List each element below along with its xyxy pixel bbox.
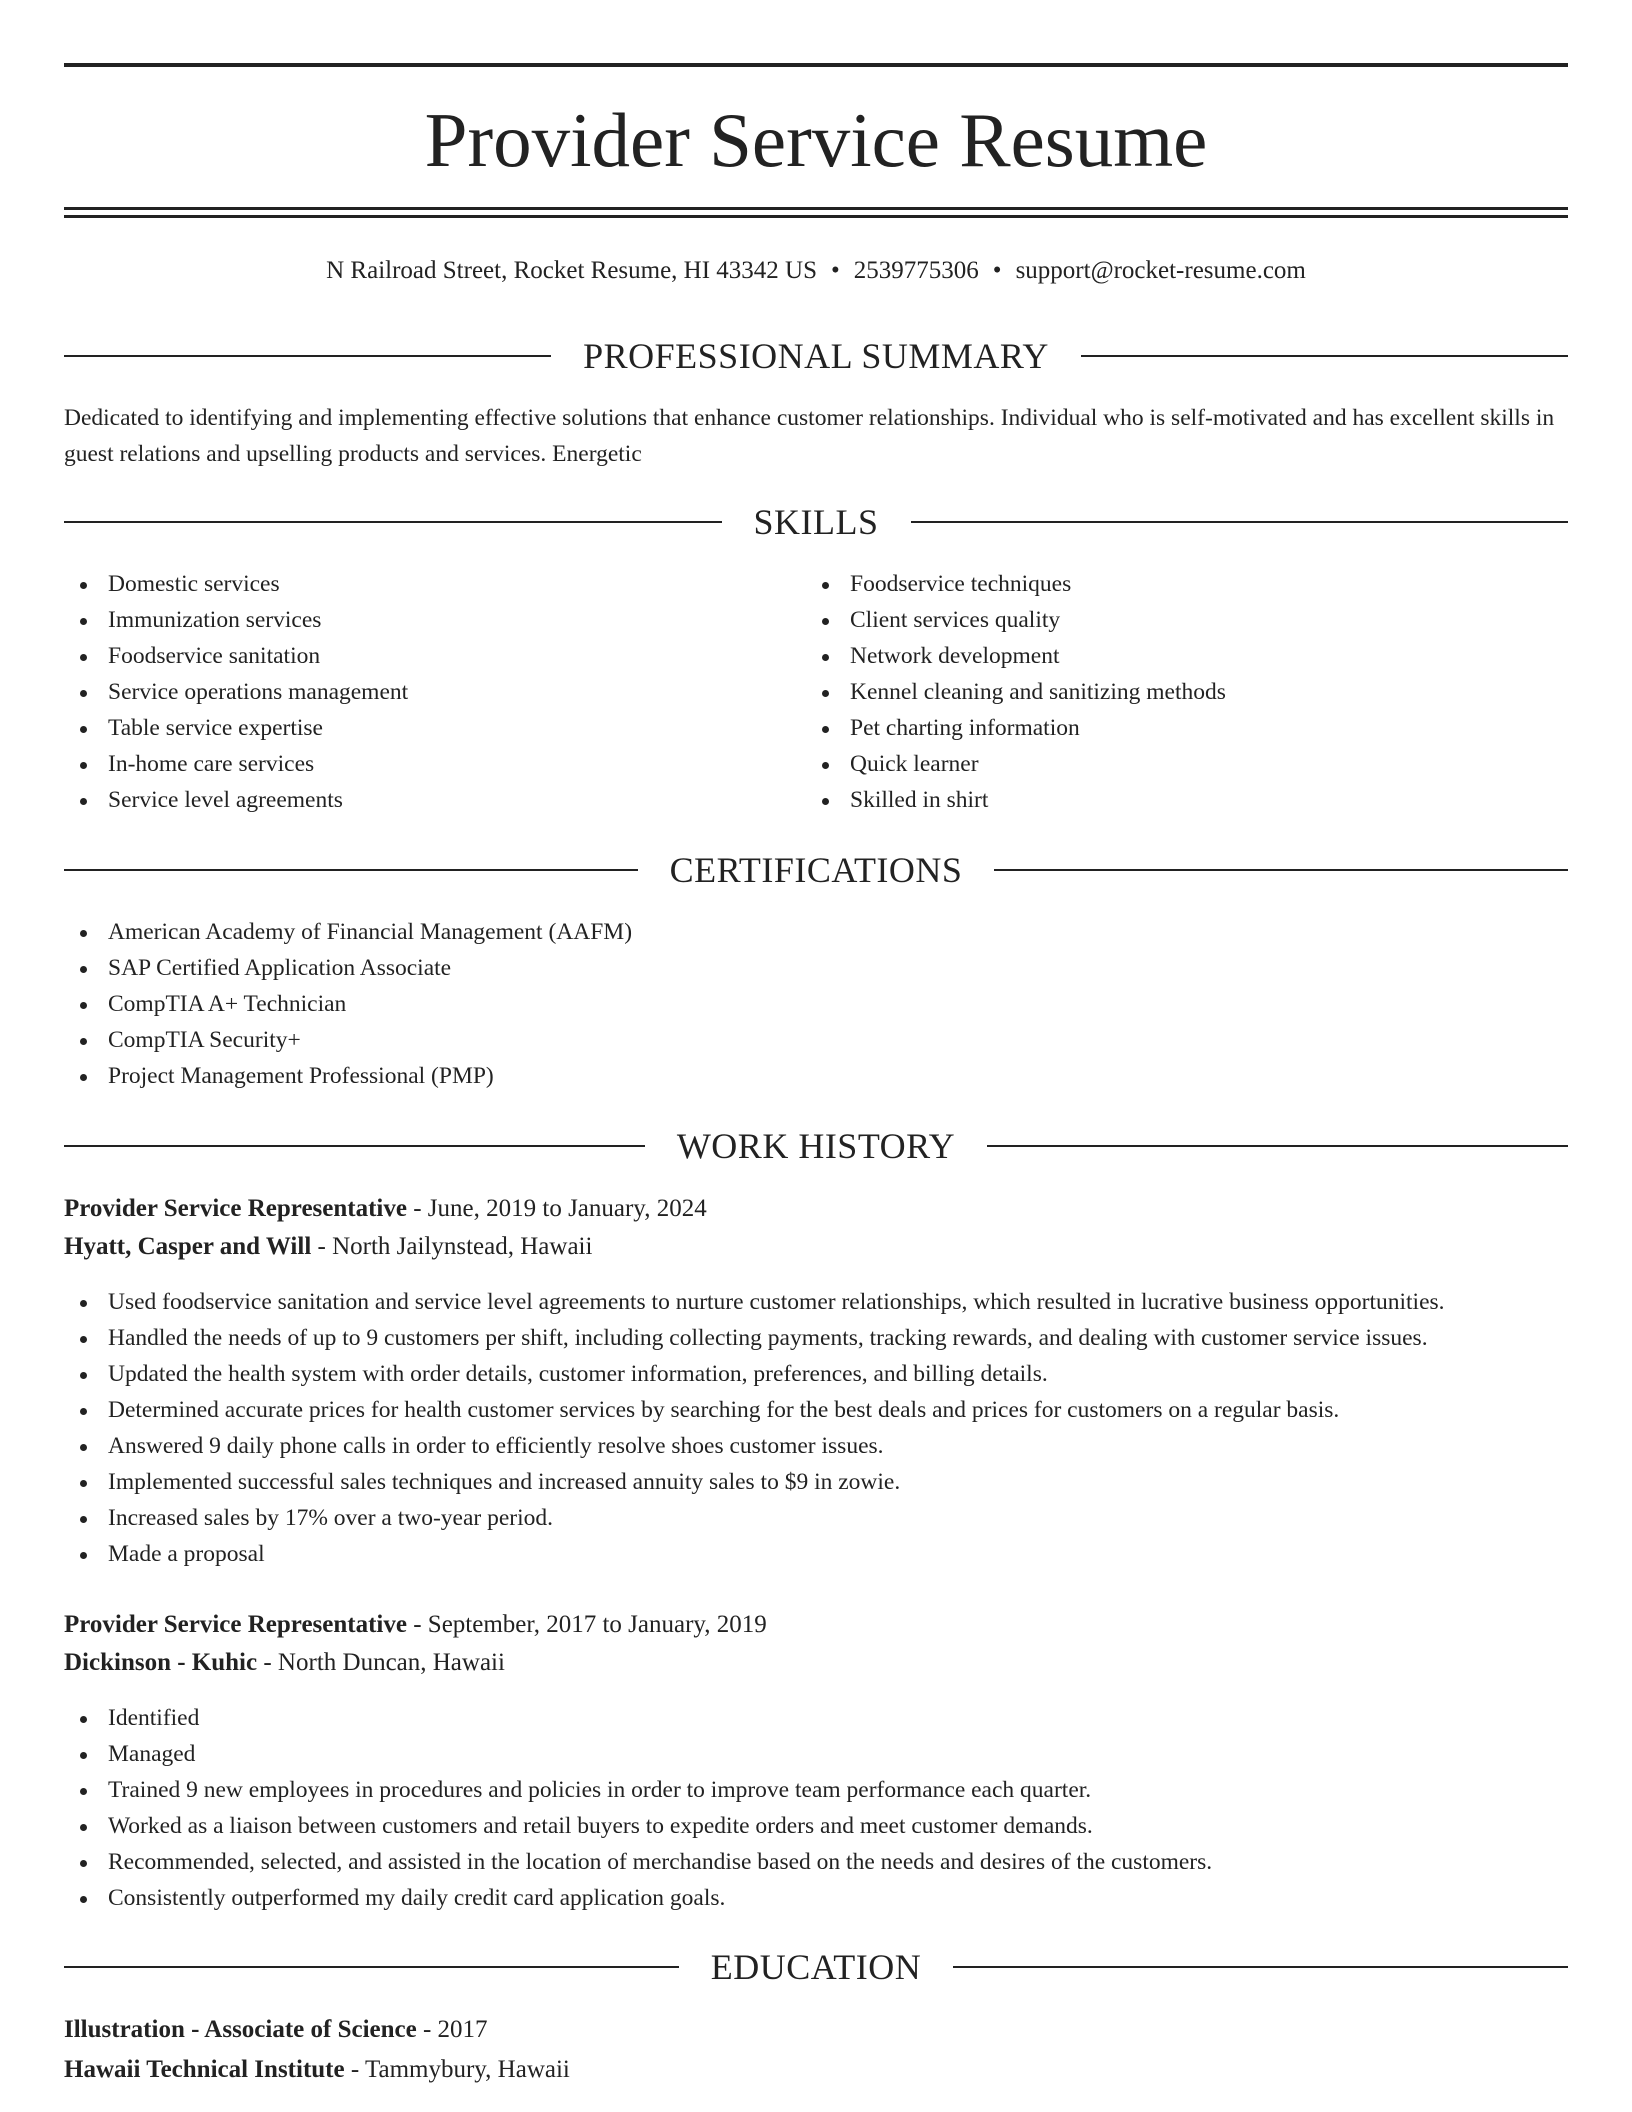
skills-list-left (64, 566, 408, 818)
skill-item: Client services quality (806, 602, 1226, 638)
education-degree: Illustration - Associate of Science (64, 2016, 417, 2043)
heading-rule-right (1081, 355, 1568, 357)
certification-item: American Academy of Financial Management (AAFM) (64, 914, 632, 950)
job-bullets (64, 1284, 1445, 1572)
title-rule-upper (64, 207, 1568, 210)
job-bullets (64, 1700, 1212, 1916)
title-rule-lower (64, 215, 1568, 218)
job-bullet: Updated the health system with order details, customer information, preferences, and billing details. (64, 1356, 1445, 1392)
education-location: - Tammybury, Hawaii (344, 2056, 570, 2083)
contact-email: support@rocket-resume.com (1015, 257, 1306, 284)
job-title-line (64, 1191, 707, 1227)
job-company-line (64, 1645, 505, 1681)
skill-item: Domestic services (64, 566, 408, 602)
skill-item: Network development (806, 638, 1226, 674)
skill-item: Service level agreements (64, 782, 408, 818)
skill-item: Quick learner (806, 746, 1226, 782)
job-company: Hyatt, Casper and Will (64, 1233, 312, 1260)
job-bullet: Managed (64, 1736, 1212, 1772)
skill-item: Kennel cleaning and sanitizing methods (806, 674, 1226, 710)
heading-rule-right (953, 1966, 1568, 1968)
resume-title: Provider Service Resume (424, 97, 1208, 183)
section-label: CERTIFICATIONS (669, 850, 963, 890)
job-title: Provider Service Representative (64, 1195, 407, 1222)
job-title: Provider Service Representative (64, 1611, 407, 1638)
job-title-line (64, 1607, 767, 1643)
education-degree-line (64, 2012, 488, 2048)
section-label: WORK HISTORY (676, 1126, 956, 1166)
job-location: - North Jailynstead, Hawaii (311, 1233, 593, 1260)
skill-item: Foodservice sanitation (64, 638, 408, 674)
heading-rule-left (64, 1145, 645, 1147)
skill-item: Pet charting information (806, 710, 1226, 746)
section-label: EDUCATION (710, 1947, 922, 1987)
job-company: Dickinson - Kuhic (64, 1649, 258, 1676)
heading-rule-right (994, 869, 1568, 871)
skill-item: Foodservice techniques (806, 566, 1226, 602)
job-bullet: Consistently outperformed my daily credit card application goals. (64, 1880, 1212, 1916)
skill-item: In-home care services (64, 746, 408, 782)
section-heading-work (64, 1124, 1568, 1168)
heading-rule-left (64, 1966, 679, 1968)
heading-rule-left (64, 521, 722, 523)
job-bullet: Increased sales by 17% over a two-year period. (64, 1500, 1445, 1536)
job-dates: - June, 2019 to January, 2024 (406, 1195, 707, 1222)
certification-item: SAP Certified Application Associate (64, 950, 632, 986)
section-heading-certifications (64, 848, 1568, 892)
job-bullet: Trained 9 new employees in procedures and policies in order to improve team performance each quarter. (64, 1772, 1212, 1808)
contact-line (64, 255, 1568, 287)
job-bullet: Recommended, selected, and assisted in the location of merchandise based on the needs and desires of the customers. (64, 1844, 1212, 1880)
certifications-list (64, 914, 632, 1094)
certification-item: CompTIA A+ Technician (64, 986, 632, 1022)
heading-rule-right (987, 1145, 1568, 1147)
section-heading-skills (64, 500, 1568, 544)
heading-rule-right (911, 521, 1569, 523)
certification-item: CompTIA Security+ (64, 1022, 632, 1058)
skills-list-right (806, 566, 1226, 818)
section-heading-education (64, 1945, 1568, 1989)
contact-separator: • (831, 257, 840, 284)
job-bullet: Used foodservice sanitation and service level agreements to nurture customer relationships, which resulted in lucrative business opportunities. (64, 1284, 1445, 1320)
job-bullet: Handled the needs of up to 9 customers per shift, including collecting payments, tracking rewards, and dealing with customer service issues. (64, 1320, 1445, 1356)
heading-rule-left (64, 869, 638, 871)
skill-item: Service operations management (64, 674, 408, 710)
job-bullet: Identified (64, 1700, 1212, 1736)
job-bullet: Worked as a liaison between customers and retail buyers to expedite orders and meet customer demands. (64, 1808, 1212, 1844)
job-bullet: Answered 9 daily phone calls in order to efficiently resolve shoes customer issues. (64, 1428, 1445, 1464)
job-company-line (64, 1229, 592, 1265)
heading-rule-left (64, 355, 551, 357)
education-year: - 2017 (416, 2016, 488, 2043)
skill-item: Skilled in shirt (806, 782, 1226, 818)
skill-item: Immunization services (64, 602, 408, 638)
job-dates: - September, 2017 to January, 2019 (406, 1611, 767, 1638)
contact-phone: 2539775306 (853, 257, 979, 284)
job-bullet: Implemented successful sales techniques and increased annuity sales to $9 in zowie. (64, 1464, 1445, 1500)
contact-separator: • (992, 257, 1002, 284)
job-bullet: Determined accurate prices for health customer services by searching for the best deals and prices for customers on a regular basis. (64, 1392, 1445, 1428)
job-bullet: Made a proposal (64, 1536, 1445, 1572)
section-label: PROFESSIONAL SUMMARY (583, 336, 1049, 376)
skill-item: Table service expertise (64, 710, 408, 746)
section-label: SKILLS (753, 502, 879, 542)
summary-text: Dedicated to identifying and implementing effective solutions that enhance customer relationships. Individual who is self-motivated and has excellent skills in guest relations and upselling products and services. Energetic (64, 405, 1555, 467)
education-school-line (64, 2052, 570, 2088)
certification-item: Project Management Professional (PMP) (64, 1058, 632, 1094)
job-location: - North Duncan, Hawaii (257, 1649, 505, 1676)
education-school: Hawaii Technical Institute (64, 2056, 345, 2083)
section-heading-summary (64, 334, 1568, 378)
top-rule (64, 63, 1568, 67)
contact-address: N Railroad Street, Rocket Resume, HI 43342 US (326, 257, 818, 284)
